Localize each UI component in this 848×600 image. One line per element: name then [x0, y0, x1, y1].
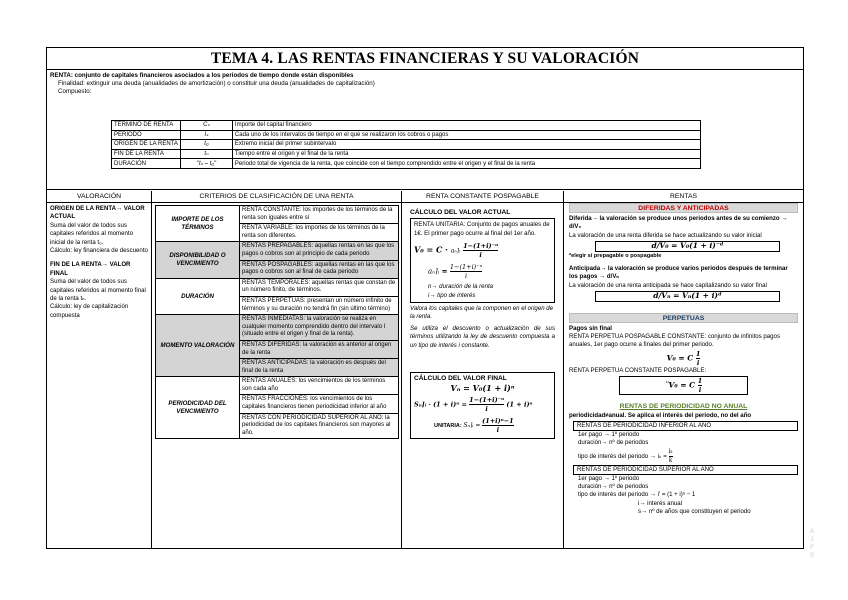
diferida-note: *elegir si prepagable o pospagable [569, 252, 662, 259]
component-row [112, 130, 701, 140]
diferida-text: La valoración de una renta diferida se hace actualizando su valor inicial [569, 231, 762, 239]
watermark: A J F S [809, 529, 814, 559]
component-desc: Cada uno de los intervalos de tiempo en el que se realizaron los cobros o pagos [232, 130, 700, 140]
component-symbol: tₙ [180, 149, 232, 159]
va-note-1: Valora los capitales que la componen en el origen de la renta. [410, 305, 554, 321]
anticipada-text: La valoración de una renta anticipada se hace capitalizando su valor final [569, 281, 767, 289]
intro-section [47, 70, 803, 190]
component-row [112, 149, 701, 159]
criterio-item: RENTAS ANTICIPADAS: la valoración es después del final de la renta [240, 359, 399, 377]
rentas-column [564, 191, 803, 548]
criterio-row [156, 315, 399, 341]
va-note-2: Se utiliza el descuento o actualización de sus términos utilizando la ley de descuento compuesta a un tipo de interés i constante. [410, 324, 555, 349]
perp-pre-formula: ¨V₀ = C $\frac{1}{i}$ [619, 376, 748, 395]
anual-bar: RENTAS DE PERIODICIDAD NO ANUAL [569, 401, 798, 411]
origen-text: Suma del valor de todos sus capitales referidos al momento inicial de la renta t₀. [50, 221, 133, 246]
anticipada-def: Anticipada→ la valoración se produce varios periodos después de terminar los pagos → d/Vₙ [569, 265, 788, 281]
perp-pagos: Pagos sin final [569, 324, 613, 332]
component-desc: Tiempo entre el origen y el final de la renta [232, 149, 700, 159]
component-row [112, 159, 701, 169]
vf-box [410, 372, 555, 439]
criterio-category: DURACIÓN [156, 278, 240, 314]
criterio-item: RENTAS PERPETUAS: presentan un número infinito de términos y su duración no tendrá fin (sin último término) [240, 296, 399, 314]
anticipada-formula: d/Vₙ = Vₙ(1 + i)ᵈ [595, 291, 780, 301]
inf-pago: 1er pago → 1º periodo [578, 430, 640, 438]
perp-pos-formula: V₀ = C $\frac{1}{i}$ [666, 349, 701, 367]
component-term: FIN DE LA RENTA [112, 149, 181, 159]
va-formula-unit: aₙ⌉ᵢ = $\frac{\text{1−(1+i)⁻ⁿ}}{i}$ [428, 263, 483, 281]
perpetuas-bar: PERPETUAS [569, 313, 798, 323]
vf-formula: Vₙ = V₀(1 + i)ⁿ [450, 383, 515, 394]
component-desc: Extremo inicial del primer subintervalo [232, 140, 700, 150]
criterio-category: PERIODICIDAD DEL VENCIMIENTO [156, 377, 240, 439]
components-table [111, 120, 701, 169]
diferida-def: Diferida→ la valoración se produce unos periodos antes de su comienzo → d/V₀ [569, 215, 788, 231]
vf-title: CÁLCULO DEL VALOR FINAL [414, 375, 507, 383]
summary-sheet [46, 47, 804, 549]
criterio-item: RENTAS POSPAGABLES: aquellas rentas en las que los pagos o cobros son al final de cada periodo [240, 260, 399, 278]
origen-calc: Cálculo: ley financiera de descuento [50, 247, 148, 255]
criterio-item: RENTAS INMEDIATAS: la valoración se realiza en cualquier momento comprendido dentro del intervalo I (situado entre el origen y final de la renta). [240, 315, 399, 341]
component-desc: Importe del capital financiero [232, 121, 700, 131]
page-title: TEMA 4. LAS RENTAS FINANCIERAS Y SU VALORACIÓN [47, 48, 803, 70]
criterio-item: RENTAS CON PERIODICIDAD SUPERIOR AL AÑO: la periodicidad de los capitales financieros son mayores al año. [240, 413, 399, 439]
perp-pos-text: RENTA PERPETUA POSPAGABLE CONSTANTE: conjunto de infinitos pagos anuales, 1er pago ocurre a finales del primer periodo. [569, 333, 780, 349]
component-desc: Periodo total de vigencia de la renta, que coincide con el tiempo comprendido entre el origen y el final de la renta [232, 159, 700, 169]
renta-definition: RENTA: conjunto de capitales financieros asociados a los periodos de tiempo donde están disponibles [50, 72, 354, 79]
criterio-row [156, 278, 399, 296]
component-row [112, 121, 701, 131]
diferidas-bar: DIFERIDAS Y ANTICIPADAS [569, 203, 798, 213]
criterio-row [156, 206, 399, 224]
component-term: DURACIÓN [112, 159, 181, 169]
va-n-legend: n→ duración de la renta [428, 283, 494, 291]
component-term: ORIGEN DE LA RENTA [112, 140, 181, 150]
perp-pre-text: RENTA PERPETUA CONSTANTE POSPAGABLE: [569, 366, 707, 374]
rentas-header: RENTAS [564, 191, 803, 203]
valoracion-column [47, 191, 152, 548]
va-formula: V₀ = C · aₙ⌉ᵢ $\frac{\text{1−(1+i)⁻ⁿ}}{i}$ [414, 242, 499, 260]
valoracion-header: VALORACIÓN [47, 191, 151, 203]
component-term: TÉRMINO DE RENTA [112, 121, 181, 131]
component-symbol: t₀ [180, 140, 232, 150]
criterio-item: RENTAS ANUALES: los vencimientos de los términos son cada año [240, 377, 399, 395]
anual-def: periodicidad≠anual. Se aplica el interés del periodo, no del año [569, 412, 752, 420]
criterio-item: RENTA VARIABLE: los importes de los términos de la renta son diferentes. [240, 224, 399, 242]
fin-title: FIN DE LA RENTA→ VALOR FINAL [50, 261, 131, 277]
origen-title: ORIGEN DE LA RENTA→ VALOR ACTUAL [50, 205, 145, 221]
vf-unitaria: UNITARIA: Sₙ⌉ᵢ = $\frac{\text{(1+i)ⁿ−1}}{i}$ [434, 416, 514, 434]
superior-title: RENTAS DE PERIODICIDAD SUPERIOR AL AÑO [573, 465, 798, 475]
inferior-title: RENTAS DE PERIODICIDAD INFERIOR AL AÑO [573, 421, 798, 431]
criterio-item: RENTA CONSTANTE: los importes de los términos de la renta son iguales entre sí [240, 206, 399, 224]
fin-text: Suma del valor de todos sus capitales referidos al momento final de la renta tₙ. [50, 278, 146, 303]
sup-pago: 1er pago → 1º periodo [578, 474, 640, 482]
criterio-category: MOMENTO VALORACIÓN [156, 315, 240, 377]
fin-calc: Cálculo: ley de capitalización compuesta [50, 303, 129, 319]
criterio-item: RENTAS PREPAGABLES: aquellas rentas en las que los pagos o cobros son al principio de cada periodo [240, 242, 399, 260]
va-unitaria: RENTA UNITARIA: Conjunto de pagos anuales de 1€. El primer pago ocurre al final del 1er año. [414, 221, 550, 237]
finalidad-text: Finalidad: extinguir una deuda (anualidades de amortización) o constituir una deuda (anualidades de capitalización) [58, 80, 375, 87]
vf-formula-2: Sₙ⌉ᵢ · (1 + i)ⁿ = $\frac{\text{1−(1+i)⁻ⁿ}}{i}$ (1 + i)ⁿ [414, 395, 533, 413]
component-symbol: Cₛ [180, 121, 232, 131]
constante-header: RENTA CONSTANTE POSPAGABLE [402, 191, 563, 203]
va-box [410, 218, 555, 303]
diferida-formula: d/V₀ = V₀(1 + i)⁻ᵈ [595, 241, 780, 251]
sup-duracion: duración→ nº de periodos [578, 482, 649, 490]
criterio-item: RENTAS FRACCIONES: los vencimientos de los capitales financieros tienen periodicidad inferior al año [240, 395, 399, 413]
content-grid [47, 191, 803, 548]
criterio-category: DISPONIBILIDAD O VENCIMIENTO [156, 242, 240, 278]
component-row [112, 140, 701, 150]
criterio-item: RENTAS DIFERIDAS: la valoración es anterior al origen de la renta [240, 340, 399, 358]
sup-s: s→ nº de años que constituyen el periodo [638, 508, 751, 516]
criterios-table [155, 205, 399, 439]
criterios-column [152, 191, 402, 548]
criterio-row [156, 377, 399, 395]
inf-duracion: duración→ nº de periodos [578, 439, 649, 447]
inf-tipo: tipo de interés del periodo → iₖ = $\frac{\text{iₖ}}{k}$ [578, 447, 673, 464]
criterios-header: CRITERIOS DE CLASIFICACIÓN DE UNA RENTA [152, 191, 401, 203]
criterio-row [156, 242, 399, 260]
constante-column [402, 191, 564, 548]
va-title: CÁLCULO DEL VALOR ACTUAL [410, 209, 511, 216]
component-symbol: "tₙ – t₀" [180, 159, 232, 169]
sup-i: i→ interés anual [638, 499, 683, 507]
sup-tipo: tipo de interés del periodo → i' = (1 + i)ˢ − 1 [578, 491, 696, 499]
va-i-legend: i→ tipo de interés [428, 291, 476, 299]
criterio-item: RENTAS TEMPORALES: aquellas rentas que constan de un número finito, de términos. [240, 278, 399, 296]
component-symbol: Iₛ [180, 130, 232, 140]
compuesto-label: Compuesto: [58, 88, 92, 95]
criterio-category: IMPORTE DE LOS TÉRMINOS [156, 206, 240, 242]
component-term: PERIODO [112, 130, 181, 140]
